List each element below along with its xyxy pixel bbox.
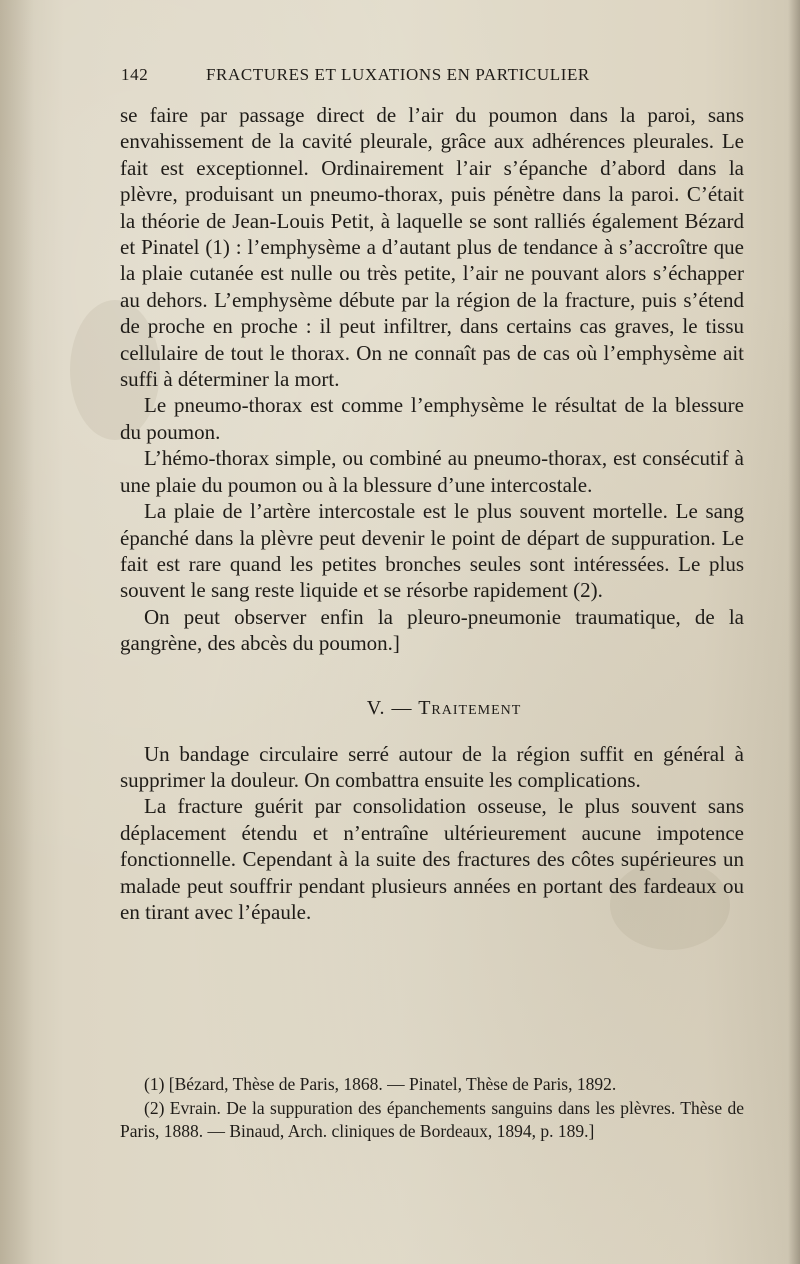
- paragraph-artere-intercostale: La plaie de l’artère intercostale est le plus souvent mortelle. Le sang épanché dans la plèvre peut devenir le point de départ de suppuration. Le fait est rare quand les petites bronches seules sont intéressées. Le plus souvent le sang reste liquide et se résorbe rapidement (2).: [120, 499, 744, 603]
- section-spacer: [120, 721, 744, 741]
- paragraph-consolidation: La fracture guérit par consolidation osseuse, le plus souvent sans déplacement étendu et n’entraîne ultérieurement aucune impotence fonctionnelle. Cependant à la suite des fractures des côtes supérieures un malade peut souffrir pendant plusieurs années en portant des fardeaux ou en tirant avec l’épaule.: [120, 794, 744, 924]
- paragraph-hemo-thorax: L’hémo-thorax simple, ou combiné au pneumo-thorax, est consécutif à une plaie du poumon ou à la blessure d’une intercostale.: [120, 446, 744, 497]
- footnote-2: (2) Evrain. De la suppuration des épanchements sanguins dans les plèvres. Thèse de Paris, 1888. — Binaud, Arch. cliniques de Bordeaux, 1894, p. 189.]: [120, 1097, 744, 1141]
- paragraph-pneumo-thorax: Le pneumo-thorax est comme l’emphysème le résultat de la blessure du poumon.: [120, 393, 744, 444]
- section-spacer: [120, 657, 744, 695]
- footnotes: [120, 1073, 744, 1144]
- paragraph-bandage: Un bandage circulaire serré autour de la région suffit en général à supprimer la douleur. On combattra ensuite les complications.: [120, 741, 744, 792]
- section-heading: V. — Traitement: [366, 696, 522, 719]
- page-edge-shadow-right: [788, 0, 800, 1264]
- running-title: FRACTURES ET LUXATIONS EN PARTICULIER: [206, 65, 590, 84]
- footnote-1: (1) [Bézard, Thèse de Paris, 1868. — Pinatel, Thèse de Paris, 1892.: [144, 1074, 617, 1094]
- paragraph-pleuro-pneumonie: On peut observer enfin la pleuro-pneumonie traumatique, de la gangrène, des abcès du poumon.]: [120, 604, 744, 656]
- page-number: 142: [121, 65, 149, 84]
- main-text: [120, 102, 744, 925]
- page-edge-shadow-left: [0, 0, 34, 1264]
- paragraph-emphyseme: se faire par passage direct de l’air du poumon dans la paroi, sans envahissement de la cavité pleurale, grâce aux adhérences pleurales. Le fait est exceptionnel. Ordinairement l’air s’épanche d’abord dans la plèvre, produisant un pneumo-thorax, puis pénètre dans la paroi. C’était la théorie de Jean-Louis Petit, à laquelle se sont ralliés également Bézard et Pinatel (1) : l’emphysème a d’autant plus de tendance à s’accroître que la plaie cutanée est nulle ou très petite, l’air ne pouvant alors s’échapper au dehors. L’emphysème débute par la région de la fracture, puis s’étend de proche en proche : il peut infiltrer, dans certains cas graves, le tissu cellulaire de tout le thorax. On ne connaît pas de cas où l’emphysème ait suffi à déterminer la mort.: [120, 103, 744, 392]
- page-header: [121, 65, 665, 87]
